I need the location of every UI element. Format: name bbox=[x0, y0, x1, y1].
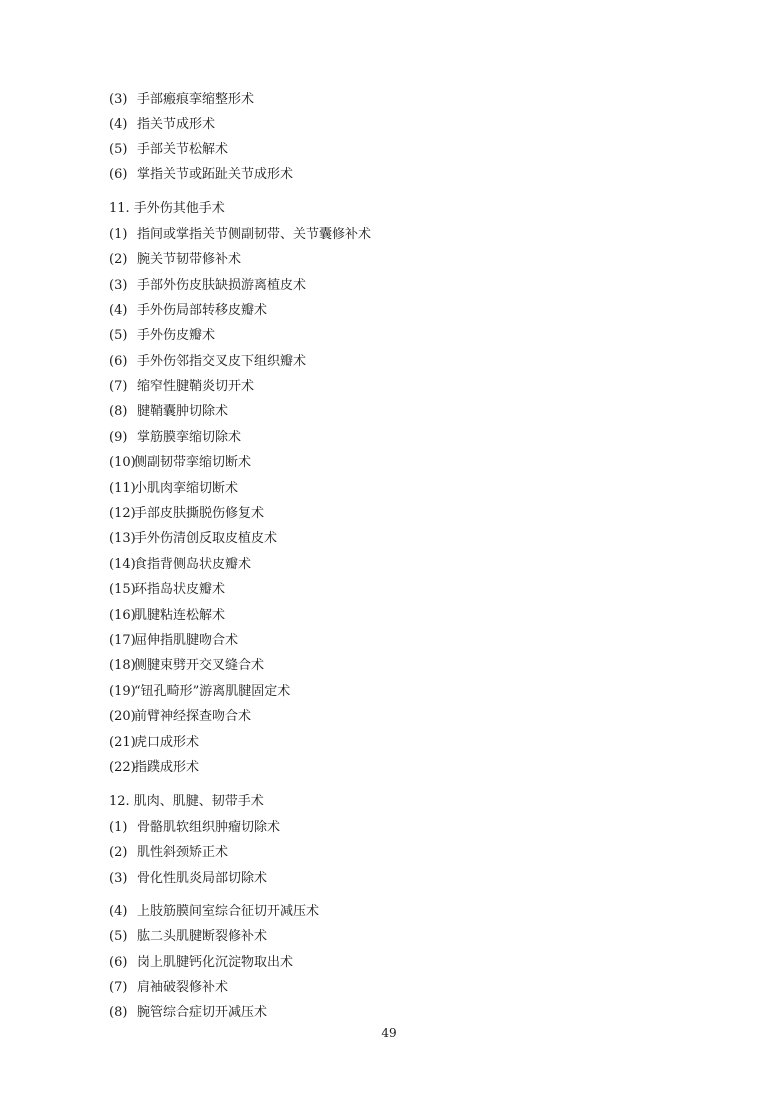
item-number: (5) bbox=[109, 328, 128, 343]
item-text: 肱二头肌腱断裂修补术 bbox=[137, 929, 268, 944]
item-text: 手部外伤皮肤缺损游离植皮术 bbox=[137, 278, 307, 293]
section-heading: 11. 手外伤其他手术 bbox=[109, 201, 225, 216]
item-number: (2) bbox=[109, 845, 128, 860]
item-text: 骨骼肌软组织肿瘤切除术 bbox=[137, 820, 281, 835]
list-item bbox=[109, 557, 251, 573]
item-number: (4) bbox=[109, 904, 128, 919]
list-item bbox=[109, 142, 228, 158]
item-number: (9) bbox=[109, 430, 128, 445]
list-item bbox=[109, 820, 280, 836]
item-text: 手外伤局部转移皮瓣术 bbox=[137, 303, 268, 318]
item-text: 侧副韧带挛缩切断术 bbox=[134, 455, 252, 470]
list-item bbox=[109, 760, 199, 776]
list-item bbox=[109, 608, 225, 624]
item-number: (3) bbox=[109, 871, 128, 886]
item-number: (6) bbox=[109, 167, 128, 182]
list-item bbox=[109, 871, 267, 887]
item-number: (6) bbox=[109, 955, 128, 970]
item-number: (5) bbox=[109, 142, 128, 157]
list-item bbox=[109, 735, 199, 751]
item-number: (5) bbox=[109, 929, 128, 944]
list-item bbox=[109, 481, 238, 497]
list-item bbox=[109, 980, 228, 996]
item-number: (8) bbox=[109, 1005, 128, 1020]
section-heading: 12. 肌肉、肌腱、韧带手术 bbox=[109, 794, 264, 809]
list-item bbox=[109, 904, 319, 920]
item-text: 手外伤清创反取皮植皮术 bbox=[134, 531, 278, 546]
list-item bbox=[109, 1005, 267, 1021]
item-number: (2) bbox=[109, 252, 128, 267]
list-item bbox=[109, 227, 371, 243]
item-text: 缩窄性腱鞘炎切开术 bbox=[137, 379, 255, 394]
item-number: (6) bbox=[109, 354, 128, 369]
item-text: 小肌肉挛缩切断术 bbox=[134, 481, 239, 496]
item-text: 指间或掌指关节侧副韧带、关节囊修补术 bbox=[137, 227, 372, 242]
item-number: (7) bbox=[109, 379, 128, 394]
item-number: (15) bbox=[109, 582, 136, 597]
item-text: 屈伸指肌腱吻合术 bbox=[134, 633, 239, 648]
list-item bbox=[109, 379, 254, 395]
list-item bbox=[109, 117, 215, 133]
item-text: 侧腱束劈开交叉缝合术 bbox=[134, 658, 265, 673]
item-text: 肩袖破裂修补术 bbox=[137, 980, 229, 995]
item-number: (14) bbox=[109, 557, 136, 572]
item-text: 掌筋膜挛缩切除术 bbox=[137, 430, 242, 445]
list-item bbox=[109, 531, 277, 547]
item-number: (8) bbox=[109, 404, 128, 419]
item-number: (4) bbox=[109, 117, 128, 132]
item-text: 手部关节松解术 bbox=[137, 142, 229, 157]
item-number: (10) bbox=[109, 455, 136, 470]
list-item bbox=[109, 709, 251, 725]
list-item bbox=[109, 845, 228, 861]
list-item bbox=[109, 455, 251, 471]
list-item bbox=[109, 278, 306, 294]
item-text: “钮孔畸形”游离肌腱固定术 bbox=[134, 684, 291, 699]
page-number: 49 bbox=[381, 1026, 397, 1040]
list-item bbox=[109, 303, 267, 319]
item-text: 前臂神经探查吻合术 bbox=[134, 709, 252, 724]
list-item bbox=[109, 684, 290, 700]
list-item bbox=[109, 92, 254, 108]
list-item bbox=[109, 404, 228, 420]
item-text: 肌性斜颈矫正术 bbox=[137, 845, 229, 860]
item-text: 手外伤邻指交叉皮下组织瓣术 bbox=[137, 354, 307, 369]
item-number: (3) bbox=[109, 92, 128, 107]
list-item bbox=[109, 955, 293, 971]
list-item bbox=[109, 167, 293, 183]
item-text: 腕关节韧带修补术 bbox=[137, 252, 242, 267]
item-number: (17) bbox=[109, 633, 136, 648]
list-item bbox=[109, 582, 225, 598]
item-text: 食指背侧岛状皮瓣术 bbox=[134, 557, 252, 572]
item-text: 环指岛状皮瓣术 bbox=[134, 582, 226, 597]
item-number: (4) bbox=[109, 303, 128, 318]
item-text: 指蹼成形术 bbox=[134, 760, 200, 775]
list-item bbox=[109, 430, 241, 446]
item-number: (11) bbox=[109, 481, 136, 496]
item-text: 腕管综合症切开减压术 bbox=[137, 1005, 268, 1020]
item-text: 手外伤皮瓣术 bbox=[137, 328, 216, 343]
item-text: 指关节成形术 bbox=[137, 117, 216, 132]
list-item bbox=[109, 929, 267, 945]
item-number: (7) bbox=[109, 980, 128, 995]
item-text: 掌指关节或跖趾关节成形术 bbox=[137, 167, 294, 182]
item-number: (13) bbox=[109, 531, 136, 546]
item-text: 手部瘢痕挛缩整形术 bbox=[137, 92, 255, 107]
list-item bbox=[109, 328, 215, 344]
item-number: (18) bbox=[109, 658, 136, 673]
item-number: (19) bbox=[109, 684, 136, 699]
item-text: 肌腱粘连松解术 bbox=[134, 608, 226, 623]
item-number: (22) bbox=[109, 760, 136, 775]
item-text: 虎口成形术 bbox=[134, 735, 200, 750]
list-item bbox=[109, 658, 264, 674]
item-number: (12) bbox=[109, 506, 136, 521]
list-item bbox=[109, 506, 264, 522]
item-number: (20) bbox=[109, 709, 136, 724]
item-number: (16) bbox=[109, 608, 136, 623]
item-text: 手部皮肤撕脱伤修复术 bbox=[134, 506, 265, 521]
list-item bbox=[109, 354, 306, 370]
list-item bbox=[109, 633, 238, 649]
item-text: 骨化性肌炎局部切除术 bbox=[137, 871, 268, 886]
item-text: 岗上肌腱钙化沉淀物取出术 bbox=[137, 955, 294, 970]
item-text: 上肢筋膜间室综合征切开减压术 bbox=[137, 904, 320, 919]
item-number: (1) bbox=[109, 227, 128, 242]
list-item bbox=[109, 252, 241, 268]
item-text: 腱鞘囊肿切除术 bbox=[137, 404, 229, 419]
item-number: (21) bbox=[109, 735, 136, 750]
item-number: (3) bbox=[109, 278, 128, 293]
item-number: (1) bbox=[109, 820, 128, 835]
